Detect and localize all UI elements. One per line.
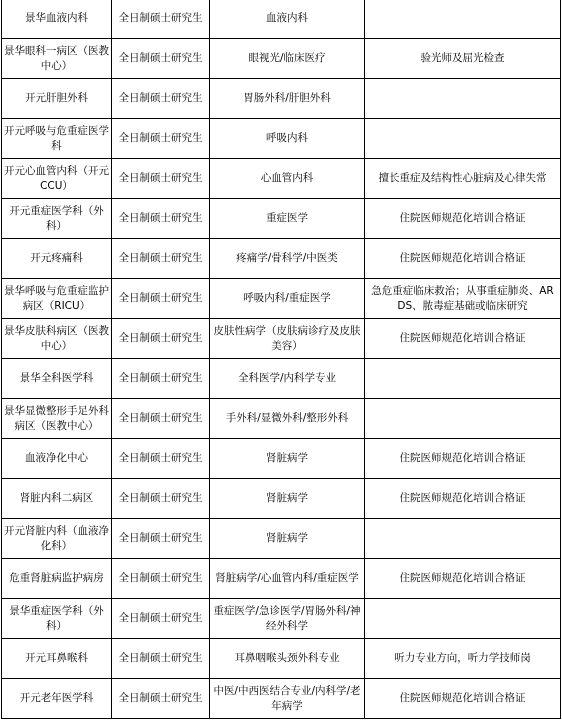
major-cell: 肾脏病学/心血管内科/重症医学 (210, 559, 365, 599)
degree-cell: 全日制硕士研究生 (112, 599, 210, 639)
dept-cell: 开元肾脏内科（血液净化科） (2, 519, 112, 559)
dept-cell: 开元老年医学科 (2, 679, 112, 719)
table-row (2, 599, 561, 639)
table-row (2, 639, 561, 679)
requirement-cell: 住院医师规范化培训合格证 (365, 679, 561, 719)
table-row (2, 439, 561, 479)
dept-cell: 开元心血管内科（开元CCU） (2, 159, 112, 199)
major-cell: 手外科/显微外科/整形外科 (210, 399, 365, 439)
requirement-cell (365, 0, 561, 39)
requirement-cell: 住院医师规范化培训合格证 (365, 319, 561, 359)
dept-cell: 景华血液内科 (2, 0, 112, 39)
requirement-cell: 住院医师规范化培训合格证 (365, 239, 561, 279)
major-cell: 耳鼻咽喉头颈外科专业 (210, 639, 365, 679)
requirement-cell (365, 359, 561, 399)
degree-cell: 全日制硕士研究生 (112, 359, 210, 399)
dept-cell: 景华显微整形手足外科病区（医教中心） (2, 399, 112, 439)
major-cell: 重症医学/急诊医学/胃肠外科/神经外科学 (210, 599, 365, 639)
major-cell: 肾脏病学 (210, 479, 365, 519)
requirement-cell: 住院医师规范化培训合格证 (365, 559, 561, 599)
degree-cell: 全日制硕士研究生 (112, 639, 210, 679)
degree-cell: 全日制硕士研究生 (112, 679, 210, 719)
degree-cell: 全日制硕士研究生 (112, 119, 210, 159)
dept-cell: 景华重症医学科（外科） (2, 599, 112, 639)
requirement-cell: 急危重症临床救治；从事重症肺炎、ARDS、脓毒症基础或临床研究 (365, 279, 561, 319)
requirement-cell (365, 119, 561, 159)
degree-cell: 全日制硕士研究生 (112, 0, 210, 39)
dept-cell: 血液净化中心 (2, 439, 112, 479)
degree-cell: 全日制硕士研究生 (112, 519, 210, 559)
major-cell: 皮肤性病学（皮肤病诊疗及皮肤美容） (210, 319, 365, 359)
requirement-cell: 擅长重症及结构性心脏病及心律失常 (365, 159, 561, 199)
major-cell: 全科医学/内科学专业 (210, 359, 365, 399)
degree-cell: 全日制硕士研究生 (112, 199, 210, 239)
degree-cell: 全日制硕士研究生 (112, 159, 210, 199)
degree-cell: 全日制硕士研究生 (112, 239, 210, 279)
dept-cell: 开元疼痛科 (2, 239, 112, 279)
dept-cell: 肾脏内科二病区 (2, 479, 112, 519)
dept-cell: 景华全科医学科 (2, 359, 112, 399)
dept-cell: 开元呼吸与危重症医学科 (2, 119, 112, 159)
requirement-cell: 住院医师规范化培训合格证 (365, 439, 561, 479)
major-cell: 眼视光/临床医疗 (210, 39, 365, 79)
requirement-cell: 住院医师规范化培训合格证 (365, 199, 561, 239)
table-row (2, 39, 561, 79)
table-row (2, 119, 561, 159)
table-row (2, 519, 561, 559)
major-cell: 呼吸内科 (210, 119, 365, 159)
degree-cell: 全日制硕士研究生 (112, 439, 210, 479)
dept-cell: 开元重症医学科（外科） (2, 199, 112, 239)
major-cell: 疼痛学/骨科学/中医类 (210, 239, 365, 279)
degree-cell: 全日制硕士研究生 (112, 319, 210, 359)
requirement-cell (365, 399, 561, 439)
dept-cell: 开元耳鼻喉科 (2, 639, 112, 679)
requirement-cell (365, 519, 561, 559)
table-row (2, 559, 561, 599)
dept-cell: 景华呼吸与危重症监护病区（RICU） (2, 279, 112, 319)
degree-cell: 全日制硕士研究生 (112, 79, 210, 119)
table-row (2, 679, 561, 719)
requirement-cell: 验光师及屈光检查 (365, 39, 561, 79)
table-row (2, 359, 561, 399)
requirement-cell: 住院医师规范化培训合格证 (365, 479, 561, 519)
major-cell: 心血管内科 (210, 159, 365, 199)
dept-cell: 开元肝胆外科 (2, 79, 112, 119)
table-row (2, 199, 561, 239)
table-row (2, 479, 561, 519)
requirement-cell (365, 599, 561, 639)
degree-cell: 全日制硕士研究生 (112, 479, 210, 519)
table-row (2, 0, 561, 39)
degree-cell: 全日制硕士研究生 (112, 399, 210, 439)
dept-cell: 景华皮肤科病区（医教中心） (2, 319, 112, 359)
requirement-cell: 听力专业方向，听力学技师岗 (365, 639, 561, 679)
major-cell: 呼吸内科/重症医学 (210, 279, 365, 319)
table-row (2, 399, 561, 439)
requirement-cell (365, 79, 561, 119)
major-cell: 胃肠外科/肝胆外科 (210, 79, 365, 119)
major-cell: 肾脏病学 (210, 439, 365, 479)
table-row (2, 159, 561, 199)
degree-cell: 全日制硕士研究生 (112, 559, 210, 599)
major-cell: 中医/中西医结合专业/内科学/老年病学 (210, 679, 365, 719)
table-body (2, 0, 561, 719)
major-cell: 重症医学 (210, 199, 365, 239)
degree-cell: 全日制硕士研究生 (112, 39, 210, 79)
recruitment-table (1, 0, 561, 719)
major-cell: 血液内科 (210, 0, 365, 39)
dept-cell: 景华眼科一病区（医教中心） (2, 39, 112, 79)
dept-cell: 危重肾脏病监护病房 (2, 559, 112, 599)
degree-cell: 全日制硕士研究生 (112, 279, 210, 319)
table-row (2, 239, 561, 279)
major-cell: 肾脏病学 (210, 519, 365, 559)
table-row (2, 79, 561, 119)
table-row (2, 319, 561, 359)
table-row (2, 279, 561, 319)
